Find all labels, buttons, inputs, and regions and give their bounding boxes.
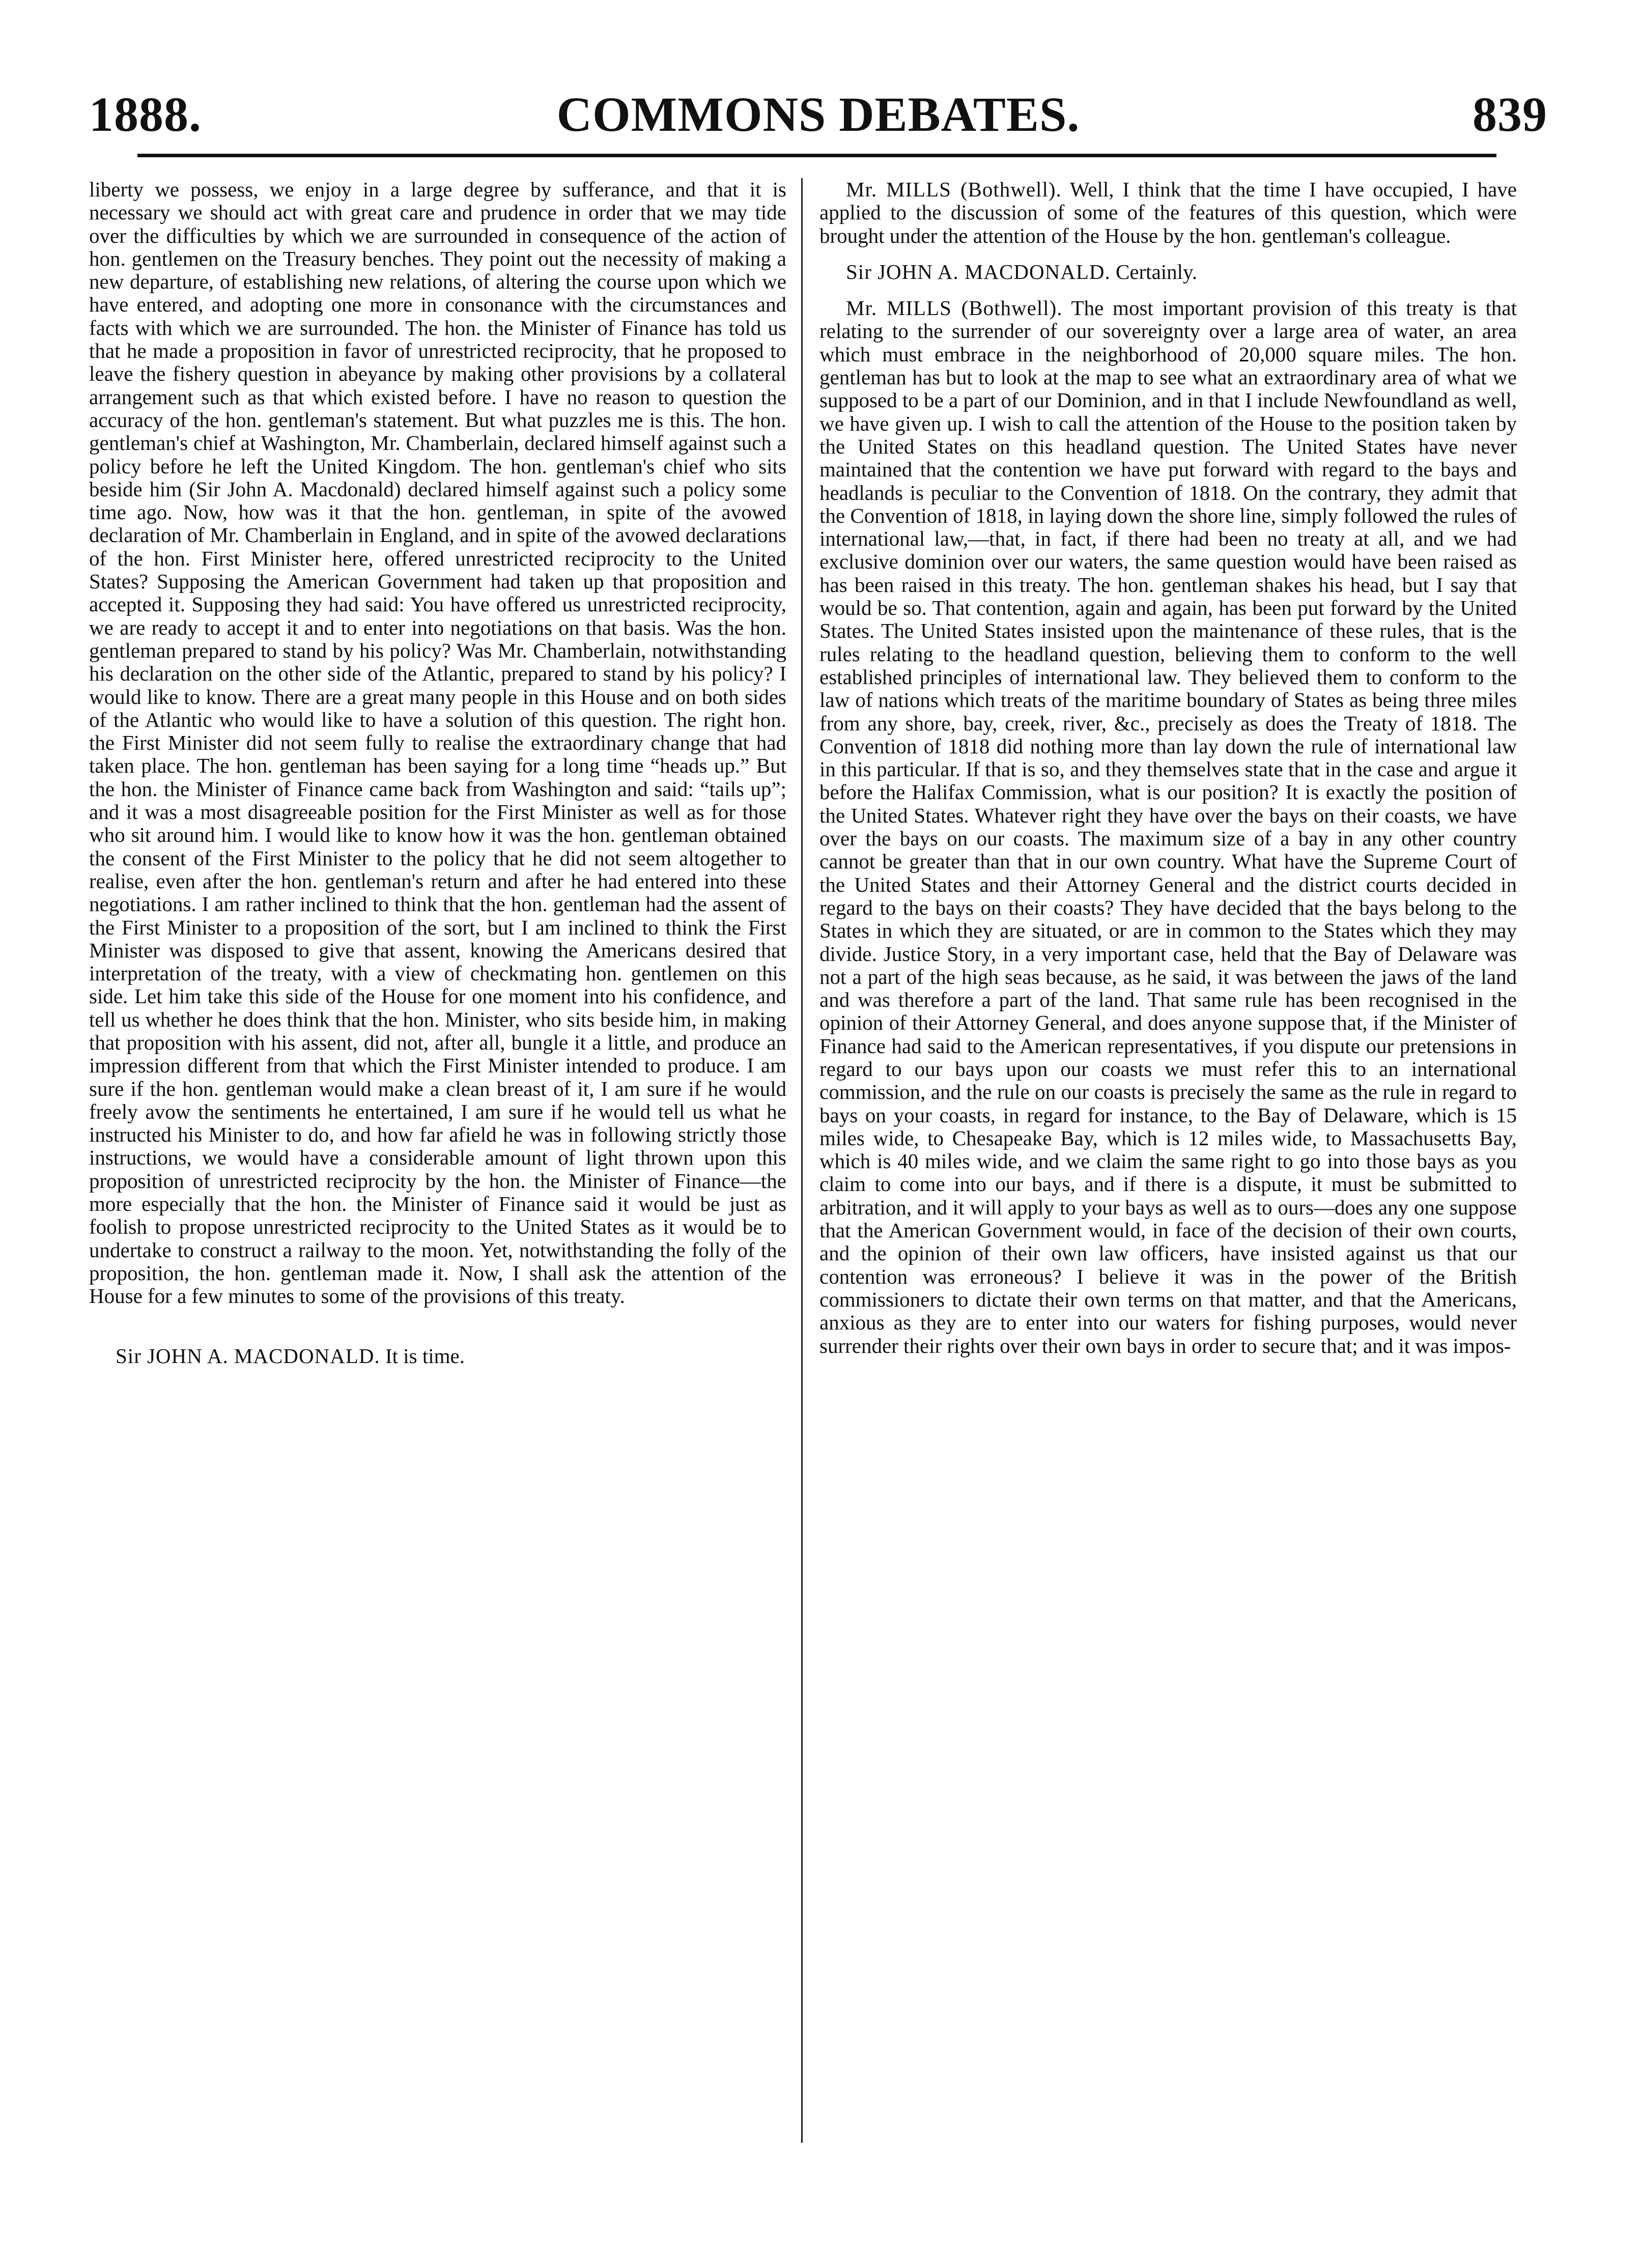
speaker-name: Sir JOHN A. MACDONALD. [846, 260, 1111, 284]
paragraph-text: It is time. [385, 1344, 465, 1368]
right-paragraph [819, 261, 1517, 284]
speaker-name: Mr. MILLS (Bothwell). [846, 296, 1063, 320]
right-paragraph [819, 178, 1517, 247]
header-year: 1888. [89, 87, 202, 141]
header-title: COMMONS DEBATES. [556, 87, 1080, 141]
paragraph-text: Well, I think that the time I have occupied, I have applied to the discussion of some of the features of this question, which were brought under the attention of the House by the hon. gentleman's colleague. [819, 178, 1517, 247]
speaker-name: Sir JOHN A. MACDONALD. [116, 1344, 380, 1368]
left-paragraph [89, 178, 786, 1308]
left-column [89, 178, 786, 1368]
paragraph-text: liberty we possess, we enjoy in a large degree by sufferance, and that it is necessary we should act with great care and prudence in order that we may tide over the difficulties by which we are surrounded in consequence of the action of hon. gentlemen on the Treasury benches. They point out the necessity of making a new departure, of establishing new relations, of altering the course upon which we have entered, and adopting one more in consonance with the circumstances and facts with which we are surrounded. The hon. the Minister of Finance has told us that he made a proposition in favor of unrestricted reciprocity, that he proposed to leave the fishery question in abeyance by making other provisions by a collateral arrangement such as that which existed before. I have no reason to question the accuracy of the hon. gentleman's statement. But what puzzles me is this. The hon. gentleman's chief at Washington, Mr. Chamberlain, declared himself against such a policy before he left the United Kingdom. The hon. gentleman's chief who sits beside him (Sir John A. Macdonald) declared himself against such a policy some time ago. Now, how was it that the hon. gentleman, in spite of the avowed declaration of Mr. Chamberlain in England, and in spite of the avowed declarations of the hon. First Minister here, offered unrestricted reciprocity to the United States? Supposing the American Government had taken up that proposition and accepted it. Supposing they had said: You have offered us unrestricted reciprocity, we are ready to accept it and to enter into negotiations on that basis. Was the hon. gentleman prepared to stand by his policy? Was Mr. Chamberlain, notwithstanding his declaration on the other side of the Atlantic, prepared to stand by his policy? I would like to know. There are a great many people in this House and on both sides of the Atlantic who would like to have a solution of this question. The right hon. the First Minister did not seem fully to realise the extraordinary change that had taken place. The hon. gentleman has been saying for a long time “heads up.” But the hon. the Minister of Finance came back from Washington and said: “tails up”; and it was a most disagreeable position for the First Minister as well as for those who sit around him. I would like to know how it was the hon. gentleman obtained the consent of the First Minister to the policy that he did not seem altogether to realise, even after the hon. gentleman's return and after he had entered into these negotiations. I am rather inclined to think that the hon. gentleman had the assent of the First Minister to a proposition of the sort, but I am inclined to think the First Minister was disposed to give that assent, knowing the Americans desired that interpretation of the treaty, with a view of checkmating hon. gentlemen on this side. Let him take this side of the House for one moment into his confidence, and tell us whether he does think that the hon. Minister, who sits beside him, in making that proposition with his assent, did not, after all, bungle it a little, and produce an impression different from that which the First Minister intended to produce. I am sure if the hon. gentleman would make a clean breast of it, I am sure if he would freely avow the sentiments he entertained, I am sure if he would tell us what he instructed his Minister to do, and how far afield he was in following strictly those instructions, we would have a considerable amount of light thrown upon this proposition of unrestricted reciprocity by the hon. the Minister of Finance—the more especially that the hon. the Minister of Finance said it would be just as foolish to propose unrestricted reciprocity to the United States as it would be to undertake to construct a railway to the moon. Yet, notwithstanding the folly of the proposition, the hon. gentleman made it. Now, I shall ask the attention of the House for a few minutes to some of the provisions of this treaty. [89, 178, 786, 1308]
right-paragraph [819, 297, 1517, 1357]
paragraph-text: Certainly. [1115, 260, 1198, 284]
left-paragraph [89, 1345, 786, 1368]
header-page-number: 839 [1473, 87, 1547, 141]
right-column [819, 178, 1517, 1357]
speaker-name: Mr. MILLS (Bothwell). [846, 178, 1062, 201]
paragraph-text: The most important provision of this treaty is that relating to the surrender of our sovereignty over a large area of water, an area which must embrace in the neighborhood of 20,000 square miles. The hon. gentleman has but to look at the map to see what an extraordinary area of what we supposed to be a part of our Dominion, and in that I include Newfoundland as well, we have given up. I wish to call the attention of the House to the position taken by the United States on this headland question. The United States have never maintained that the contention we have put forward with regard to the bays and headlands is peculiar to the Convention of 1818. On the contrary, they admit that the Convention of 1818, in laying down the shore line, simply followed the rules of international law,—that, in fact, if there had been no treaty at all, and we had exclusive dominion over our waters, the same question would have been raised as has been raised in this treaty. The hon. gentleman shakes his head, but I say that would be so. That contention, again and again, has been put forward by the United States. The United States insisted upon the maintenance of these rules, that is the rules relating to the headland question, believing them to conform to the well established principles of international law. They believed them to conform to the law of nations which treats of the maritime boundary of States as being three miles from any shore, bay, creek, river, &c., precisely as does the Treaty of 1818. The Convention of 1818 did nothing more than lay down the rule of international law in this particular. If that is so, and they themselves state that in the case and argue it before the Halifax Commission, what is our position? It is exactly the position of the United States. Whatever right they have over the bays on their coasts, we have over the bays on our coasts. The maximum size of a bay in any other country cannot be greater than that in our own country. What have the Supreme Court of the United States and their Attorney General and the district courts decided in regard to the bays on their coasts? They have decided that the bays belong to the States in which they are situated, or are in common to the States which they may divide. Justice Story, in a very important case, held that the Bay of Delaware was not a part of the high seas because, as he said, it was between the jaws of the land and was therefore a part of the land. That same rule has been recognised in the opinion of their Attorney General, and does anyone suppose that, if the Minister of Finance had said to the American representatives, if you dispute our pretensions in regard to our bays upon our coasts we must refer this to an international commission, and the rule on our coasts is precisely the same as the rule in regard to bays on your coasts, in regard for instance, to the Bay of Delaware, which is 15 miles wide, to Chesapeake Bay, which is 12 miles wide, to Massachusetts Bay, which is 40 miles wide, and we claim the same right to go into those bays as you claim to come into our bays, and if there is a dispute, it must be submitted to arbitration, and it will apply to your bays as well as to ours—does any one suppose that the American Government would, in face of the decision of their own courts, and the opinion of their own law officers, have insisted against us that our contention was erroneous? I believe it was in the power of the British commissioners to dictate their own terms on that matter, and that the Americans, anxious as they are to enter into our waters for fishing purposes, would never surrender their rights over their own bays in order to secure that; and it was impos- [819, 296, 1517, 1357]
column-divider [801, 178, 803, 2143]
page-header [89, 87, 1547, 148]
header-rule [137, 154, 1496, 157]
